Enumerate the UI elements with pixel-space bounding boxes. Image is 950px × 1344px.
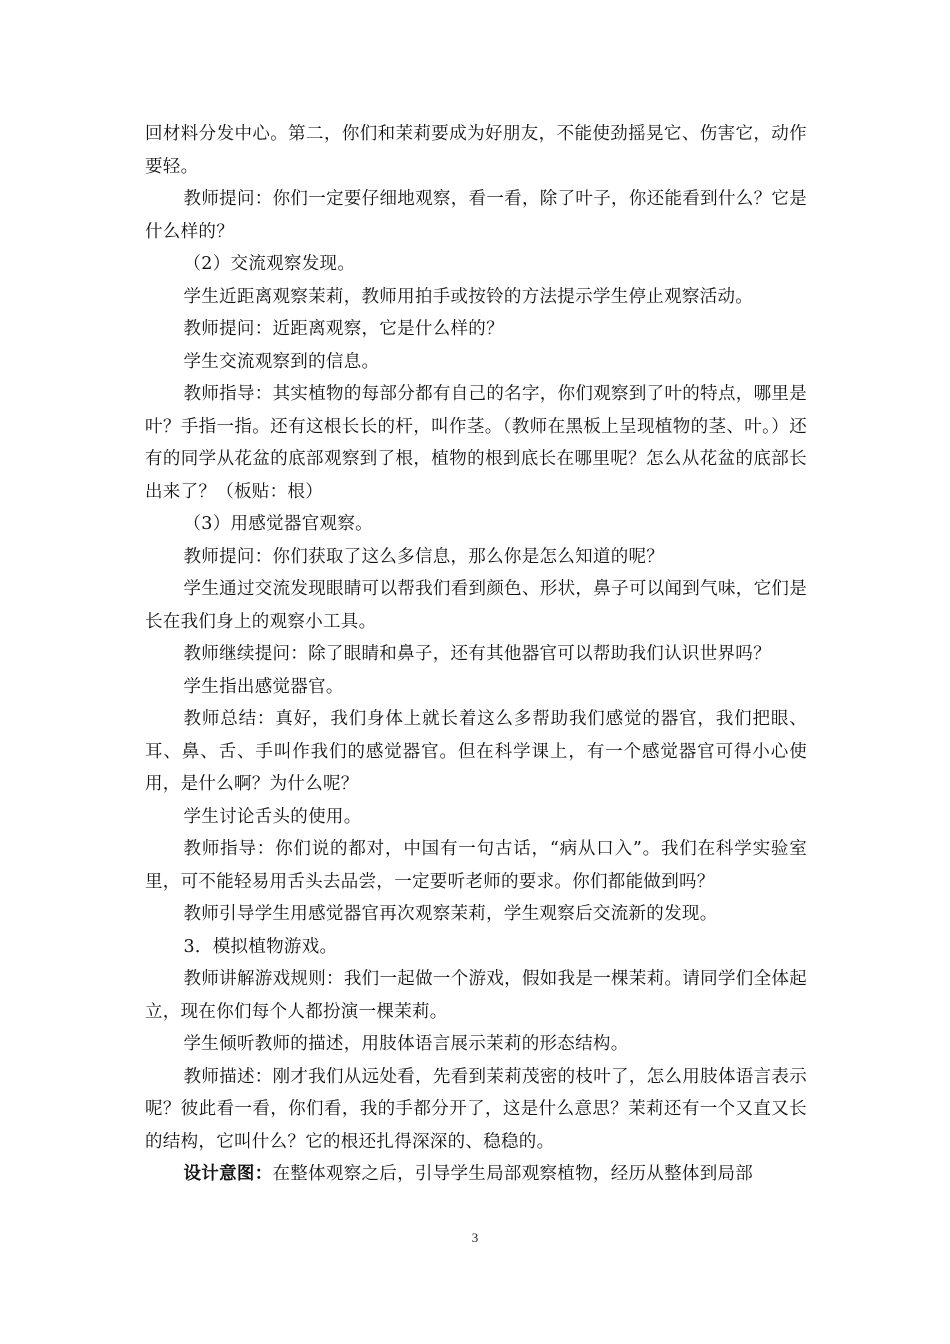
paragraph: 学生指出感觉器官。 xyxy=(183,676,344,697)
paragraph: 教师指导：其实植物的每部分都有自己的名字，你们观察到了叶的特点，哪里是叶？手指一指。还有这根长长的杆，叫作茎。（教师在黑板上呈现植物的茎、叶。）还有的同学从花盆的底部观察到了根，植物的根到底长在哪里呢？怎么从花盆的底部长出来了？（板贴：根） xyxy=(145,384,807,502)
paragraph: 教师提问：你们获取了这么多信息，那么你是怎么知道的呢？ xyxy=(183,546,665,567)
design-intent-label: 设计意图： xyxy=(183,1164,273,1184)
design-intent-paragraph xyxy=(145,1158,807,1191)
page-number: 3 xyxy=(471,1230,479,1245)
paragraph: 学生近距离观察茉莉，教师用拍手或按铃的方法提示学生停止观察活动。 xyxy=(183,286,754,307)
paragraph: 学生倾听教师的描述，用肢体语言展示茉莉的形态结构。 xyxy=(183,1034,629,1054)
paragraph: 回材料分发中心。第二，你们和茉莉要成为好朋友，不能使劲摇晃它、伤害它，动作要轻。 xyxy=(145,124,807,177)
paragraph: 学生通过交流发现眼睛可以帮我们看到颜色、形状，鼻子可以闻到气味，它们是长在我们身上的观察小工具。 xyxy=(145,579,807,632)
document-body xyxy=(145,118,807,1191)
paragraph: 教师提问：你们一定要仔细地观察，看一看，除了叶子，你还能看到什么？它是什么样的？ xyxy=(145,189,807,242)
paragraph: 教师总结：真好，我们身体上就长着这么多帮助我们感觉的器官，我们把眼、耳、鼻、舌、手叫作我们的感觉器官。但在科学课上，有一个感觉器官可得小心使用，是什么啊？为什么呢？ xyxy=(145,709,807,794)
paragraph: 教师描述：刚才我们从远处看，先看到茉莉茂密的枝叶了，怎么用肢体语言表示呢？彼此看一看，你们看，我的手都分开了，这是什么意思？茉莉还有一个又直又长的结构，它叫什么？它的根还扎得深深的、稳稳的。 xyxy=(145,1066,807,1152)
paragraph: 学生讨论舌头的使用。 xyxy=(183,806,362,827)
design-intent-text: 在整体观察之后，引导学生局部观察植物，经历从整体到局部 xyxy=(272,1164,754,1184)
paragraph: 教师提问：近距离观察，它是什么样的？ xyxy=(183,319,504,339)
paragraph: 教师继续提问：除了眼睛和鼻子，还有其他器官可以帮助我们认识世界吗？ xyxy=(183,644,771,664)
paragraph: 教师指导：你们说的都对，中国有一句古话，“病从口入”。我们在科学实验室里，可不能轻易用舌头去品尝，一定要听老师的要求。你们都能做到吗？ xyxy=(145,839,807,892)
paragraph: 学生交流观察到的信息。 xyxy=(183,351,380,372)
paragraph: （2）交流观察发现。 xyxy=(183,254,356,274)
paragraph: （3）用感觉器官观察。 xyxy=(183,514,373,534)
paragraph: 3．模拟植物游戏。 xyxy=(183,936,338,957)
paragraph: 教师讲解游戏规则：我们一起做一个游戏，假如我是一棵茉莉。请同学们全体起立，现在你们每个人都扮演一棵茉莉。 xyxy=(145,969,807,1022)
paragraph: 教师引导学生用感觉器官再次观察茉莉，学生观察后交流新的发现。 xyxy=(183,904,718,924)
